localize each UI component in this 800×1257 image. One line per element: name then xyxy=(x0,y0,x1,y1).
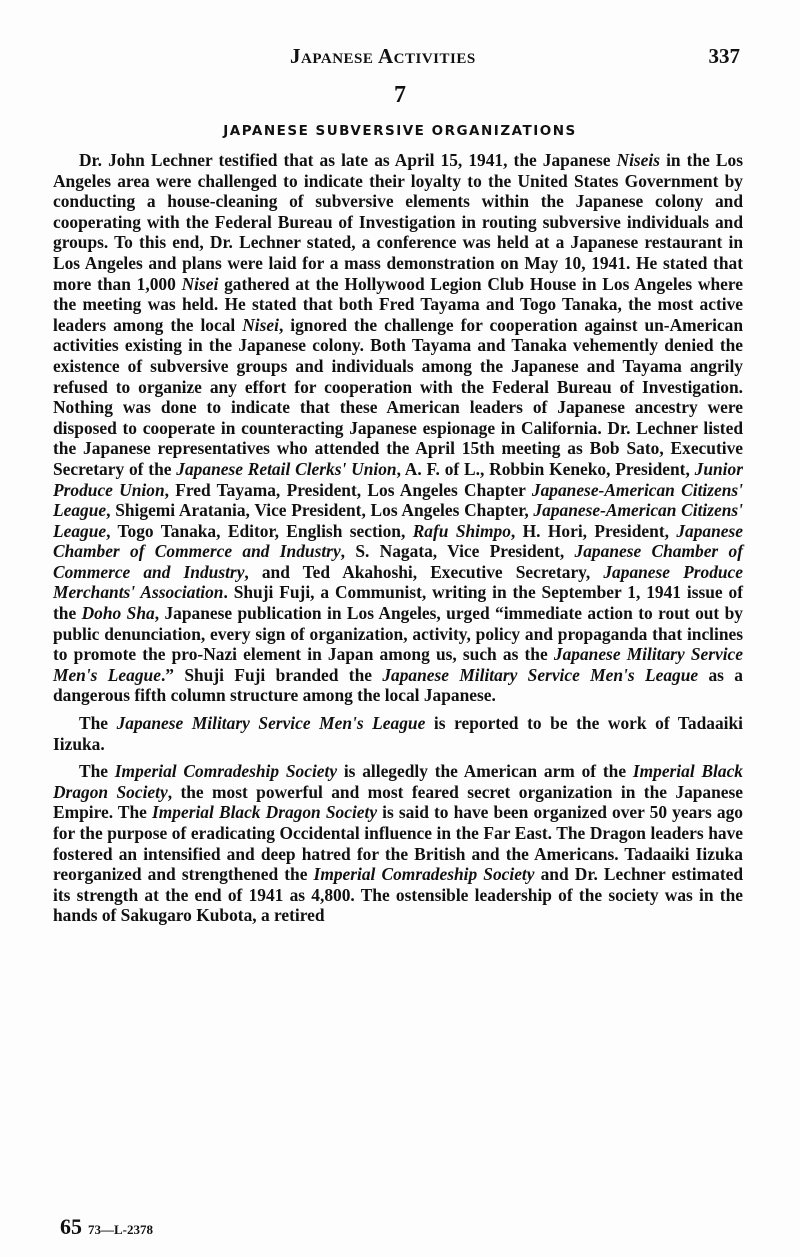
italic-text: Imperial Comradeship Society xyxy=(313,864,535,885)
italic-text: Rafu Shimpo xyxy=(412,520,511,541)
text-run: is reported to be the work of Tadaaiki Iizuka. xyxy=(53,713,743,754)
italic-text: Niseis xyxy=(616,150,660,170)
text-run: gathered at the Hollywood Legion Club House in Los Angeles where the meeting was held. He stated that both Fred Tayama and Togo Tanaka, the most active leaders among the local xyxy=(53,273,743,335)
running-title: Japanese Activities xyxy=(290,44,476,68)
italic-text: Junior Produce Union xyxy=(53,458,743,500)
paragraph xyxy=(53,150,743,706)
text-run: , and Ted Akahoshi, Executive Secretary, xyxy=(244,561,604,582)
italic-text: Japanese Military Service Men's League xyxy=(116,713,426,734)
italic-text: Japanese Chamber of Commerce and Industry xyxy=(53,541,743,582)
paragraph xyxy=(53,761,743,926)
text-run: , the most powerful and most feared secret organization in the Japanese Empire. The xyxy=(53,781,744,823)
text-run: as a dangerous fifth column structure among the local Japanese. xyxy=(53,664,743,706)
text-run: , ignored the challenge for cooperation against un-American activities existing in the Japanese colony. Both Tayama and Tanaka vehemently denied the existence of subversive groups and individuals among the Japanese and Tayama angrily refused to organize any effort for cooperation with the Federal Bureau of Investigation. Nothing was done to indicate that these American leaders of Japanese ancestry were disposed to cooperate in counteracting Japanese espionage in California. Dr. Lechner listed the Japanese representatives who attended the April 15th meeting as Bob Sato, Executive Secretary of the xyxy=(53,314,743,479)
italic-text: Doho Sha xyxy=(81,603,155,624)
italic-text: Imperial Black Dragon Society xyxy=(53,761,743,802)
signature-number: 65 xyxy=(60,1214,82,1239)
italic-text: Imperial Black Dragon Society xyxy=(152,802,378,823)
text-run: The xyxy=(79,761,115,782)
italic-text: Japanese-American Citizens' League xyxy=(53,479,743,521)
text-run: . Shuji Fuji, a Communist, writing in the September 1, 1941 issue of the xyxy=(53,582,743,624)
italic-text: Imperial Comradeship Society xyxy=(114,761,338,782)
print-code: 73—L-2378 xyxy=(88,1222,153,1237)
text-run: is said to have been organized over 50 years ago for the purpose of eradicating Occidental influence in the Far East. The Dragon leaders have fostered an intensified and deep hatred for the British and the Americans. Tadaaiki Iizuka reorganized and strengthened the xyxy=(53,802,743,885)
italic-text: Nisei xyxy=(242,314,279,335)
text-run: , A. F. of L., Robbin Keneko, President, xyxy=(396,458,695,479)
text-run: .” Shuji Fuji branded the xyxy=(160,664,383,685)
text-run: , Togo Tanaka, Editor, English section, xyxy=(106,520,413,541)
italic-text: Japanese-American Citizens' League xyxy=(53,500,743,541)
text-run: , Shigemi Aratania, Vice President, Los Angeles Chapter, xyxy=(106,500,534,521)
body-text xyxy=(53,150,743,933)
section-heading: JAPANESE SUBVERSIVE ORGANIZATIONS xyxy=(223,123,577,139)
section-number: 7 xyxy=(394,82,406,108)
text-run: , H. Hori, President, xyxy=(510,520,677,541)
running-head xyxy=(290,44,740,69)
italic-text: Japanese Military Service Men's League xyxy=(53,644,743,685)
italic-text: Japanese Produce Merchants' Association xyxy=(53,561,743,603)
text-run: Dr. John Lechner testified that as late as April 15, 1941, the Japanese xyxy=(79,150,617,170)
text-run: is allegedly the American arm of the xyxy=(337,761,633,782)
text-run: in the Los Angeles area were challenged to indicate their loyalty to the United States Government by conducting a house-cleaning of subversive elements within the Japanese colony and cooperating with the Federal Bureau of Investigation in routing subversive individuals and groups. To this end, Dr. Lechner stated, a conference was held at a Japanese restaurant in Los Angeles and plans were laid for a mass demonstration on May 10, 1941. He stated that more than 1,000 xyxy=(53,150,743,294)
italic-text: Nisei xyxy=(181,273,219,294)
italic-text: Japanese Chamber of Commerce and Industry xyxy=(53,520,744,562)
text-run: , Japanese publication in Los Angeles, urged “immediate action to rout out by public denunciation, every sign of organization, activity, policy and propaganda that inclines to promote the pro-Nazi element in Japan among us, such as the xyxy=(53,603,744,665)
paragraph xyxy=(53,713,743,754)
text-run: , Fred Tayama, President, Los Angeles Chapter xyxy=(164,479,532,500)
page-number: 337 xyxy=(708,44,740,68)
italic-text: Japanese Military Service Men's League xyxy=(382,664,699,685)
text-run: and Dr. Lechner estimated its strength at the end of 1941 as 4,800. The ostensible leadership of the society was in the hands of Sakugaro Kubota, a retired xyxy=(53,864,744,926)
page-footer xyxy=(60,1214,153,1240)
italic-text: Japanese Retail Clerks' Union xyxy=(176,458,397,479)
text-run: The xyxy=(79,713,117,734)
text-run: , S. Nagata, Vice President, xyxy=(340,541,575,562)
